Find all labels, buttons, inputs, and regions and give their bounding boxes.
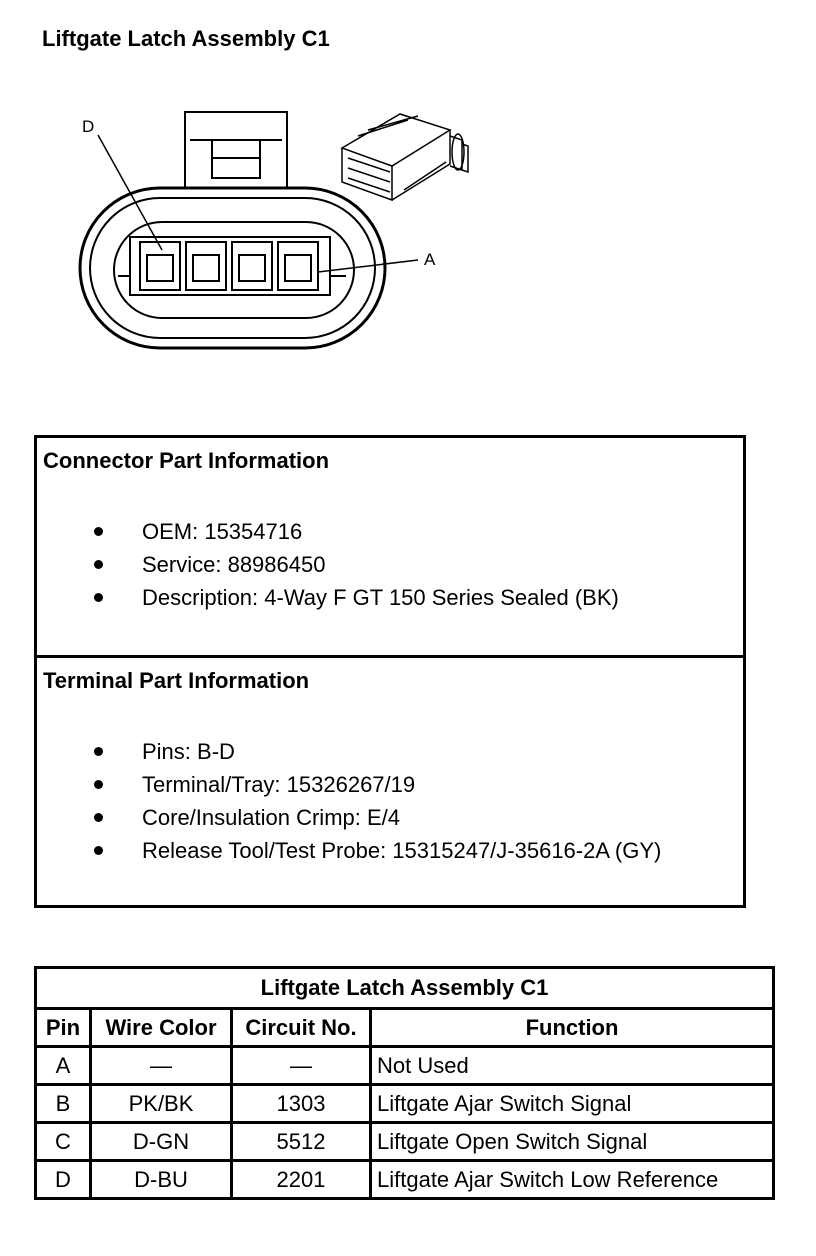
bullet-icon	[94, 560, 103, 569]
bullet-icon	[94, 846, 103, 855]
connector-part-info	[37, 438, 743, 658]
function-cell: Liftgate Ajar Switch Low Reference	[371, 1161, 774, 1199]
page-title: Liftgate Latch Assembly C1	[42, 26, 330, 51]
connector-info-list	[37, 515, 619, 614]
terminal-info-release-tool: Release Tool/Test Probe: 15315247/J-35616-2A (GY)	[142, 838, 662, 863]
circuit-cell: 2201	[232, 1161, 371, 1199]
table-row	[36, 1047, 774, 1085]
pinout-table-caption: Liftgate Latch Assembly C1	[36, 968, 774, 1009]
table-row	[36, 1085, 774, 1123]
header-function: Function	[371, 1009, 774, 1047]
leader-line-a	[318, 260, 418, 272]
list-item	[37, 801, 661, 834]
list-item	[37, 834, 661, 867]
connector-info-heading: Connector Part Information	[43, 448, 330, 473]
header-wire-color: Wire Color	[91, 1009, 232, 1047]
function-cell: Liftgate Ajar Switch Signal	[371, 1085, 774, 1123]
pin-cell: A	[36, 1047, 91, 1085]
label-d: D	[82, 117, 95, 136]
list-item	[37, 581, 619, 614]
circuit-cell: —	[232, 1047, 371, 1085]
connector-latch-tab	[185, 112, 287, 188]
part-information-box	[34, 435, 746, 908]
circuit-cell: 5512	[232, 1123, 371, 1161]
terminal-info-list	[37, 735, 661, 867]
pin-cell: D	[36, 1161, 91, 1199]
pinout-table	[34, 966, 775, 1200]
connector-3d-view	[342, 114, 468, 200]
leader-line-d	[98, 135, 162, 250]
table-row	[36, 1161, 774, 1199]
terminal-info-tray: Terminal/Tray: 15326267/19	[142, 772, 416, 797]
wire-color-cell: PK/BK	[91, 1085, 232, 1123]
header-pin: Pin	[36, 1009, 91, 1047]
table-row	[36, 1123, 774, 1161]
terminal-part-info	[37, 658, 743, 905]
list-item	[37, 735, 661, 768]
wire-color-cell: —	[91, 1047, 232, 1085]
connector-info-oem: OEM: 15354716	[142, 519, 303, 544]
list-item	[37, 515, 619, 548]
circuit-cell: 1303	[232, 1085, 371, 1123]
list-item	[37, 768, 661, 801]
connector-info-description: Description: 4-Way F GT 150 Series Sealed (BK)	[142, 585, 619, 610]
function-cell: Liftgate Open Switch Signal	[371, 1123, 774, 1161]
bullet-icon	[94, 813, 103, 822]
function-cell: Not Used	[371, 1047, 774, 1085]
bullet-icon	[94, 780, 103, 789]
connector-diagram	[70, 100, 490, 360]
header-circuit-no: Circuit No.	[232, 1009, 371, 1047]
connector-info-service: Service: 88986450	[142, 552, 326, 577]
wire-color-cell: D-BU	[91, 1161, 232, 1199]
terminal-info-heading: Terminal Part Information	[43, 668, 310, 693]
wire-color-cell: D-GN	[91, 1123, 232, 1161]
label-a: A	[424, 250, 436, 269]
bullet-icon	[94, 747, 103, 756]
pin-cell: C	[36, 1123, 91, 1161]
list-item	[37, 548, 619, 581]
connector-cavities	[118, 237, 346, 295]
terminal-info-crimp: Core/Insulation Crimp: E/4	[142, 805, 400, 830]
terminal-info-pins: Pins: B-D	[142, 739, 235, 764]
pin-cell: B	[36, 1085, 91, 1123]
bullet-icon	[94, 593, 103, 602]
bullet-icon	[94, 527, 103, 536]
table-header-row	[36, 1009, 774, 1047]
